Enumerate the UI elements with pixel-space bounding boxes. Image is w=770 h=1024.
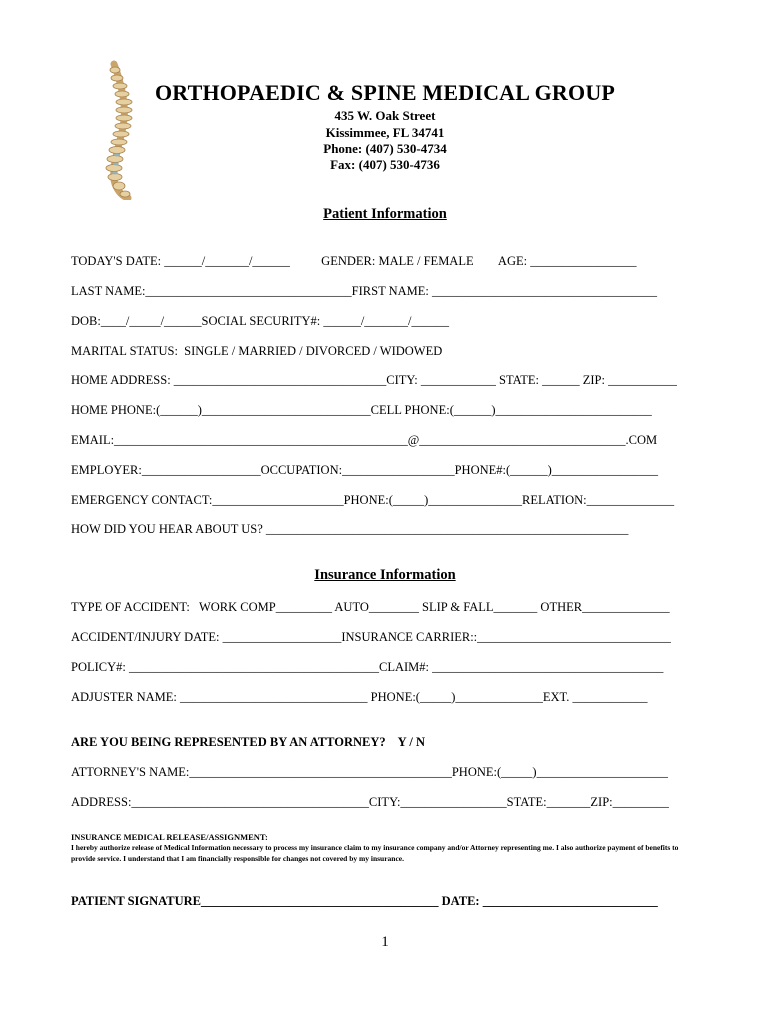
name-row[interactable]: LAST NAME:_________________________________FIRST NAME: ____________________________________	[71, 284, 658, 298]
accident-type-row[interactable]: TYPE OF ACCIDENT: WORK COMP_________ AUTO________ SLIP & FALL_______ OTHER______________	[71, 600, 670, 614]
attorney-address-row[interactable]: ADDRESS:______________________________________CITY:_________________STATE:_______ZIP:_________	[71, 795, 669, 809]
phone-row[interactable]: HOME PHONE:(______)___________________________CELL PHONE:(______)_________________________	[71, 403, 652, 417]
practice-city: Kissimmee, FL 34741	[325, 125, 445, 140]
accident-date-carrier-row[interactable]: ACCIDENT/INJURY DATE: ___________________INSURANCE CARRIER::_______________________________	[71, 630, 671, 644]
signature-row[interactable]: PATIENT SIGNATURE______________________________________ DATE: ____________________________	[71, 894, 658, 908]
release-title: INSURANCE MEDICAL RELEASE/ASSIGNMENT:	[71, 832, 268, 842]
page-number: 1	[381, 934, 389, 950]
todays-date-gender-age-row[interactable]: TODAY'S DATE: ______/_______/______ GENDER: MALE / FEMALE AGE: _________________	[71, 254, 637, 268]
attorney-question[interactable]: ARE YOU BEING REPRESENTED BY AN ATTORNEY? Y / N	[71, 735, 425, 749]
dob-ssn-row[interactable]: DOB:____/_____/______SOCIAL SECURITY#: ______/_______/______	[71, 314, 450, 328]
release-text: I hereby authorize release of Medical Information necessary to process my insurance claim to my insurance company and/or Attorney representing me. I also authorize payment of benefits to provide service. I understand that I am financially responsible for changes not covered by my insurance.	[71, 843, 679, 863]
practice-fax: Fax: (407) 530-4736	[330, 157, 440, 172]
practice-street: 435 W. Oak Street	[334, 108, 436, 123]
insurance-information-heading: Insurance Information	[314, 567, 456, 583]
practice-name: ORTHOPAEDIC & SPINE MEDICAL GROUP	[154, 80, 616, 105]
attorney-name-row[interactable]: ATTORNEY'S NAME:__________________________________________PHONE:(_____)_____________________	[71, 765, 668, 779]
practice-phone: Phone: (407) 530-4734	[323, 141, 447, 156]
employer-row[interactable]: EMPLOYER:___________________OCCUPATION:__________________PHONE#:(______)_________________	[71, 463, 659, 477]
policy-claim-row[interactable]: POLICY#: ________________________________________CLAIM#: _____________________________________	[71, 660, 664, 674]
emergency-contact-row[interactable]: EMERGENCY CONTACT:_____________________PHONE:(_____)_______________RELATION:______________	[71, 493, 675, 507]
adjuster-row[interactable]: ADJUSTER NAME: ______________________________ PHONE:(_____)______________EXT. ____________	[71, 690, 648, 704]
home-address-row[interactable]: HOME ADDRESS: __________________________________CITY: ____________ STATE: ______ ZIP: ___________	[71, 373, 677, 387]
marital-status-row[interactable]: MARITAL STATUS: SINGLE / MARRIED / DIVORCED / WIDOWED	[71, 344, 443, 358]
referral-source-row[interactable]: HOW DID YOU HEAR ABOUT US? __________________________________________________________	[71, 522, 629, 536]
patient-information-heading: Patient Information	[323, 206, 447, 222]
email-row[interactable]: EMAIL:_______________________________________________@_________________________________.COM	[71, 433, 658, 447]
